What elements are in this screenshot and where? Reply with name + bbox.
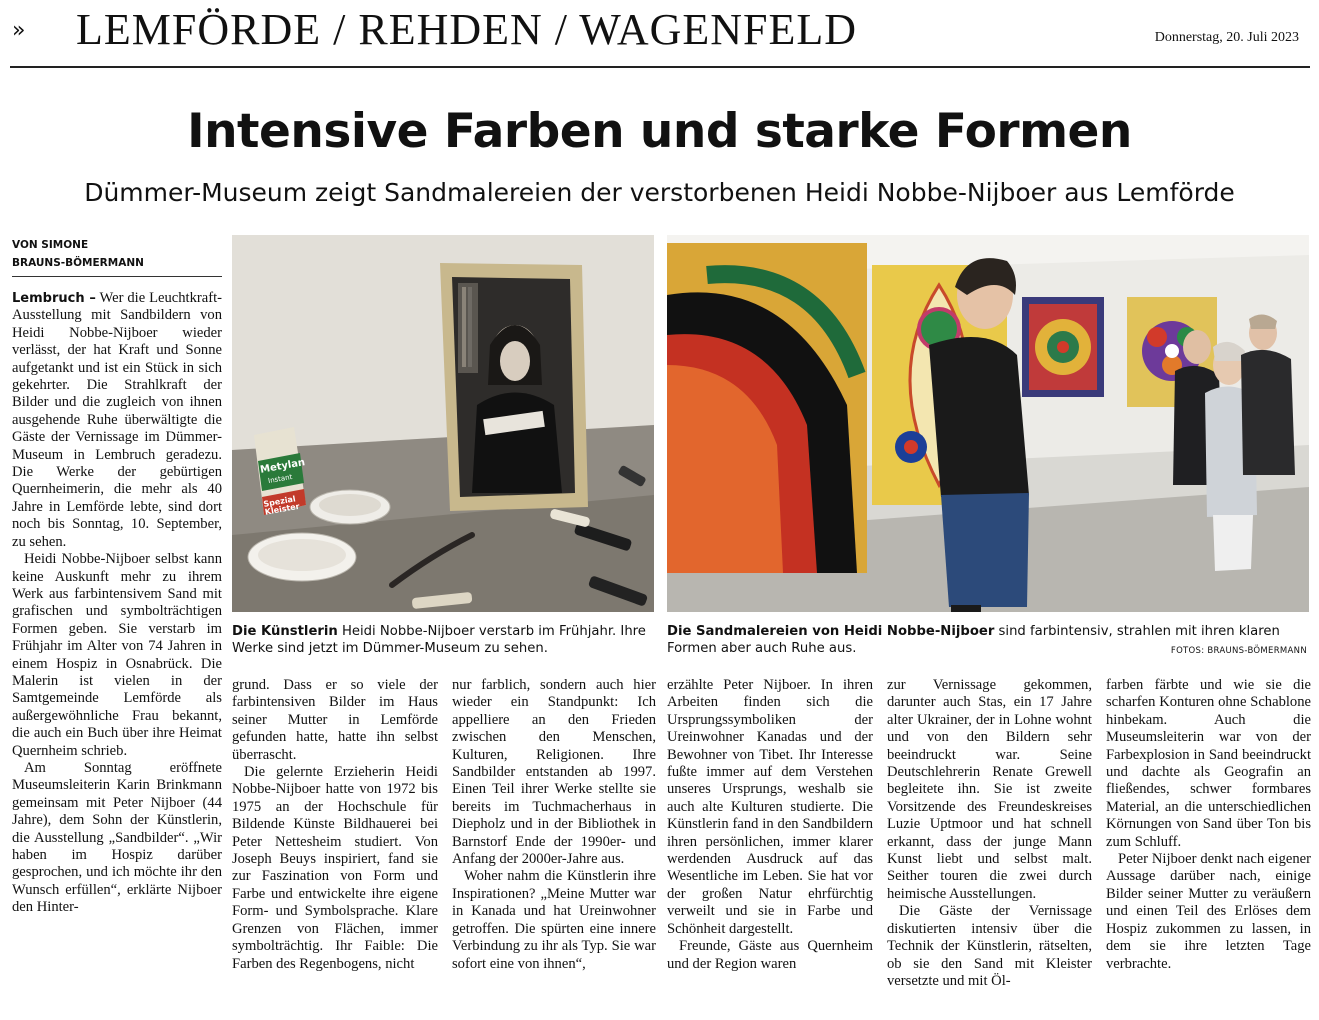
caption-text: sind farbintensiv, strahlen mit ihren klaren Formen aber auch Ruhe aus. <box>667 624 1280 656</box>
box-product-label: Spezial Kleister <box>262 494 301 517</box>
photo-artist <box>232 235 654 612</box>
paragraph: Die gelernte Erzieherin Heidi Nobbe-Nijboer hatte von 1972 bis 1975 an der Hochschule für Bildende Künste Bildhauerei bei Peter Nettesheim studiert. Von Joseph Beuys inspiriert, fand sie zur Faszination von Form und Farbe und entwickelte ihre eigene Form- und Symbolsprache. Klare Grenzen von Flächen, immer symbolträchtig. Ihr Faible: Die Farben des Regenbogens, nicht <box>232 764 438 972</box>
text-column-5 <box>887 677 1092 990</box>
caption-bold: Die Künstlerin <box>232 624 338 639</box>
text-column-2 <box>232 677 438 973</box>
paragraph: Woher nahm die Künstlerin ihre Inspirationen? „Meine Mutter war in Kanada und hat Ureinwohner getroffen. Die spürten eine innere Verbindung zu ihr als Typ. Sie war sofort eine von ihnen“, <box>452 868 656 972</box>
section-title: LEMFÖRDE / REHDEN / WAGENFELD <box>76 5 858 54</box>
paragraph: zur Vernissage gekommen, darunter auch Stas, ein 17 Jahre alter Ukrainer, der in Lohne wohnt und von den Bildern sehr beeindruckt war. Seine Deutschlehrerin Renate Grewell begleitete ihn. Sie ist zweite Vorsitzende des Freundeskreises Luzie Uptmoor und hat schnell erkannt, dass der junge Mann Kunst liebt und selbst malt. Seither touren die zwei durch heimische Ausstellungen. <box>887 677 1092 902</box>
paragraph: farben färbte und wie sie die scharfen Konturen ohne Schablone hinbekam. Auch die Museumsleiterin war von der Farbexplosion in Sand beeindruckt und dachte als Geografin an fließendes, schwer formbares Material, an die unterschiedlichen Körnungen von Sand über Ton bis zum Schluff. <box>1106 677 1311 850</box>
text-column-3 <box>452 677 656 973</box>
box-sub-label: Instant <box>267 472 293 486</box>
article-headline: Intensive Farben und starke Formen <box>187 104 1132 159</box>
paragraph <box>12 290 222 551</box>
paragraph: Die Gäste der Vernissage diskutierten intensiv über die Technik der Künstlerin, rätselten, ob sie den Sand mit Kleister versetzte und mit Öl- <box>887 903 1092 989</box>
byline <box>12 236 222 277</box>
paragraph-text: Wer die Leuchtkraft-Ausstellung mit Sandbildern von Heidi Nobbe-Nijboer wieder verlässt, der hat Kraft und Sonne aufgetankt und ist ein Stück in sich gekehrter. Die Strahlkraft der Bilder und die zugleich von ihnen ausgehende Ruhe überwältigte die Gäste der Vernissage im Dümmer-Museum in Lembruch geradezu. Die Werke der gebürtigen Quernheimerin, die mehr als 40 Jahre in Lemförde lebte, sind dort noch bis Sonntag, 10. September, zu sehen. <box>12 290 222 550</box>
header-rule <box>10 66 1310 68</box>
dateline: Lembruch – <box>12 291 96 306</box>
section-chevron: » <box>12 18 26 43</box>
text-column-6 <box>1106 677 1311 973</box>
caption-text: Heidi Nobbe-Nijboer verstarb im Frühjahr. Ihre Werke sind jetzt im Dümmer-Museum zu sehen. <box>232 624 646 656</box>
box-brand-label: Metylan <box>259 457 306 476</box>
photo-artist-image <box>232 235 654 612</box>
issue-date: Donnerstag, 20. Juli 2023 <box>1154 30 1299 45</box>
photo-gallery-image <box>667 235 1309 612</box>
paragraph: nur farblich, sondern auch hier wieder ein Standpunkt: Ich appelliere an den Frieden zwischen den Menschen, Kulturen, Religionen. Ihre Sandbilder entstanden ab 1997. Einen Teil ihrer Werke stellte sie bereits im Tuchmacherhaus in Diepholz und in der Bibliothek in Barnstorf Ende der 1990er- und Anfang der 2000er-Jahre aus. <box>452 677 656 868</box>
caption-bold: Die Sandmalereien von Heidi Nobbe-Nijboer <box>667 624 995 639</box>
text-column-1 <box>12 290 222 917</box>
byline-line-2: BRAUNS-BÖMERMANN <box>12 257 144 269</box>
photo-artist-caption <box>232 623 657 657</box>
byline-line-1: VON SIMONE <box>12 239 89 251</box>
article-subheadline: Dümmer-Museum zeigt Sandmalereien der verstorbenen Heidi Nobbe-Nijboer aus Lemförde <box>84 178 1235 207</box>
paragraph: Peter Nijboer denkt nach eigener Aussage darüber nach, einige Bilder seiner Mutter zu veräußern und einen Teil des Erlöses dem Hospiz zukommen zu lassen, in dem sie ihre letzten Tage verbrachte. <box>1106 851 1311 972</box>
photo-gallery <box>667 235 1309 612</box>
paragraph: erzählte Peter Nijboer. In ihren Arbeiten finden sich die Ursprungssymboliken der Ureinwohner Kanadas und der Bewohner von Tibet. Ihr Interesse fußte immer auf dem Verstehen unseres Ursprungs, weshalb sie auch alte Kulturen studierte. Die Künstlerin fand in den Sandbildern ihren persönlichen, immer klarer werdenden Ausdruck auf das Wesentliche im Leben. Sie hat vor der großen Natur ehrfürchtig verweilt und sie in Farbe und Schönheit dargestellt. <box>667 677 873 937</box>
paragraph: Freunde, Gäste aus Quernheim und der Region waren <box>667 938 873 972</box>
paragraph: Heidi Nobbe-Nijboer selbst kann keine Auskunft mehr zu ihrem Werk aus farbintensivem Sand mit grafischen und symbolträchtigen Formen geben. Sie verstarb im Frühjahr im Alter von 74 Jahren in einem Hospiz in Osnabrück. Die Malerin ist vielen in der Samtgemeinde Lemförde als außergewöhnliche Frau bekannt, die auch ein Buch über ihre Heimat Quernheim schrieb. <box>12 551 222 759</box>
text-column-4 <box>667 677 873 973</box>
paragraph: grund. Dass er so viele der farbintensiven Bilder im Haus seiner Mutter in Lemförde gefunden hatte, hatte ihn selbst überrascht. <box>232 677 438 763</box>
photo-credit: FOTOS: BRAUNS-BÖMERMANN <box>1170 646 1307 656</box>
paragraph: Am Sonntag eröffnete Museumsleiterin Karin Brinkmann gemeinsam mit Peter Nijboer (44 Jahre), dem Sohn der Künstlerin, die Ausstellung „Sandbilder“. „Wir haben im Hospiz darüber gesprochen, und ich möchte ihr den Wunsch erfüllen“, erklärte Nijboer den Hinter- <box>12 759 222 916</box>
